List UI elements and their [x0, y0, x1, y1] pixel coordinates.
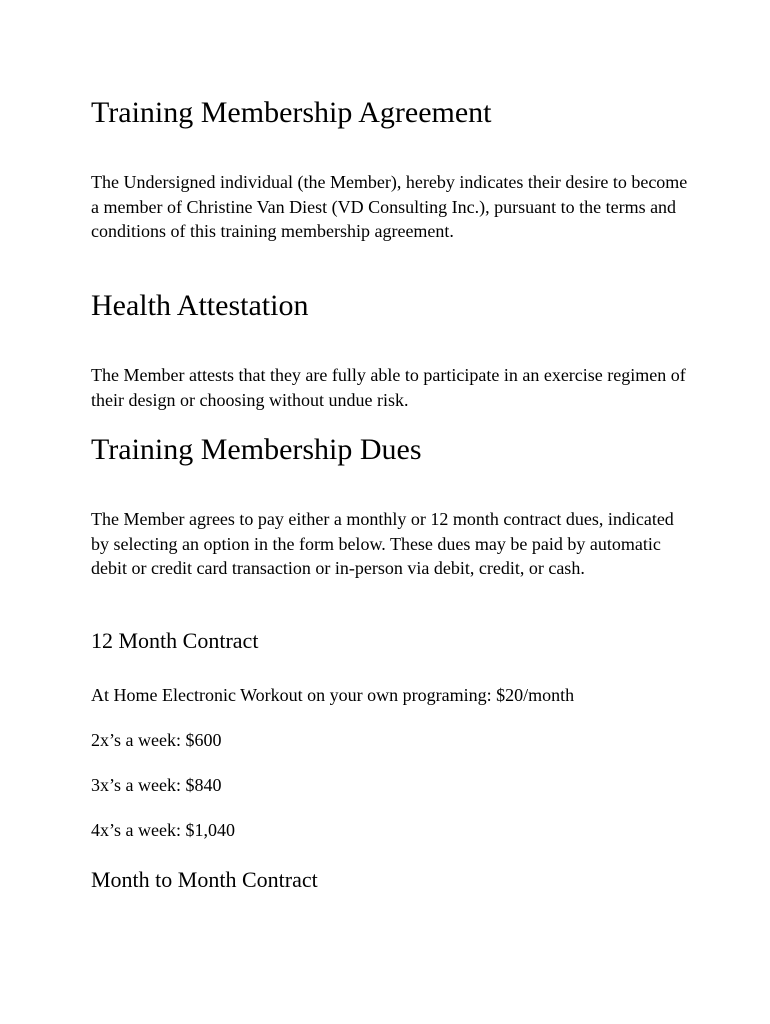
document-title: Training Membership Agreement	[91, 96, 492, 129]
month-to-month-contract-heading: Month to Month Contract	[91, 867, 318, 892]
health-attestation-heading: Health Attestation	[91, 289, 309, 322]
pricing-item-at-home: At Home Electronic Workout on your own programing: $20/month	[91, 685, 575, 705]
intro-paragraph: The Undersigned individual (the Member), hereby indicates their desire to become a member of Christine Van Diest (VD Consulting Inc.), pursuant to the terms and conditions of this training membership agreement.	[91, 172, 688, 241]
membership-dues-paragraph: The Member agrees to pay either a monthly or 12 month contract dues, indicated by selecting an option in the form below. These dues may be paid by automatic debit or credit card transaction or in-person via debit, credit, or cash.	[91, 509, 674, 578]
pricing-item-3x-week: 3x’s a week: $840	[91, 775, 222, 795]
membership-dues-heading: Training Membership Dues	[91, 433, 422, 466]
pricing-item-2x-week: 2x’s a week: $600	[91, 730, 222, 750]
health-attestation-paragraph: The Member attests that they are fully able to participate in an exercise regimen of their design or choosing without undue risk.	[91, 365, 686, 410]
pricing-item-4x-week: 4x’s a week: $1,040	[91, 820, 235, 840]
twelve-month-contract-heading: 12 Month Contract	[91, 628, 259, 653]
